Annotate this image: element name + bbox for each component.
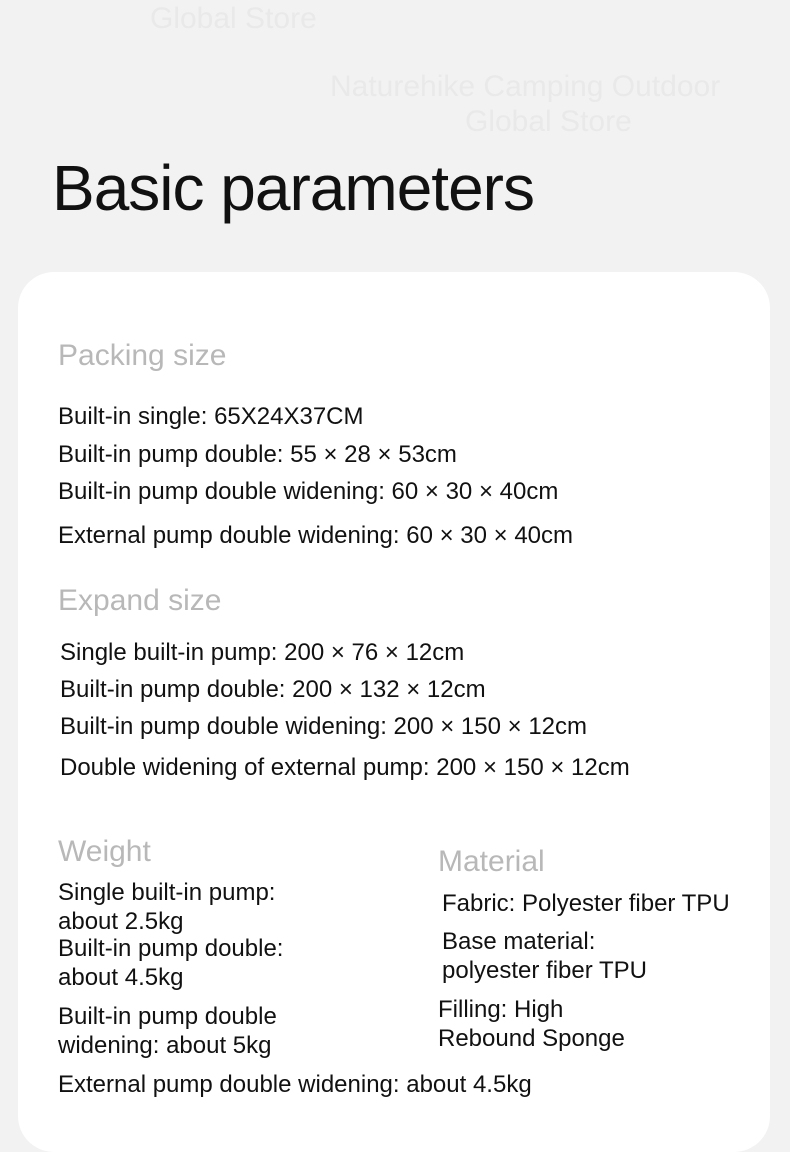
weight-item-line: widening: about 5kg — [58, 1032, 272, 1059]
weight-item-line: Single built-in pump: — [58, 879, 276, 906]
watermark-text: Naturehike Camping Outdoor — [330, 70, 721, 103]
material-item: Fabric: Polyester fiber TPU — [442, 890, 730, 917]
parameters-card — [18, 272, 770, 1152]
weight-item — [58, 1002, 277, 1060]
packing-size-item: External pump double widening: 60 × 30 × 40cm — [58, 522, 574, 549]
weight-item-line: Built-in pump double: — [58, 935, 284, 962]
expand-size-item: Single built-in pump: 200 × 76 × 12cm — [60, 639, 465, 666]
packing-size-item: Built-in single: 65X24X37CM — [58, 403, 364, 430]
expand-size-item: Built-in pump double: 200 × 132 × 12cm — [60, 676, 486, 703]
section-title-material: Material — [438, 845, 545, 878]
packing-size-item: Built-in pump double: 55 × 28 × 53cm — [58, 441, 457, 468]
expand-size-item: Built-in pump double widening: 200 × 150 × 12cm — [60, 713, 588, 740]
page-title: Basic parameters — [52, 152, 534, 224]
section-title-weight: Weight — [58, 835, 151, 868]
material-item-line: Base material: — [442, 928, 596, 955]
watermark-text: Global Store — [465, 105, 632, 138]
section-title-packing-size: Packing size — [58, 339, 227, 372]
weight-item-line: Built-in pump double — [58, 1003, 277, 1030]
material-item-line: Filling: High — [438, 996, 564, 1023]
material-item-line: Rebound Sponge — [438, 1025, 625, 1052]
material-item — [442, 927, 647, 985]
section-title-expand-size: Expand size — [58, 584, 222, 617]
expand-size-item: Double widening of external pump: 200 × 150 × 12cm — [60, 754, 630, 781]
watermark-text: Global Store — [150, 2, 317, 35]
weight-item-line: about 4.5kg — [58, 964, 184, 991]
weight-item — [58, 934, 283, 992]
packing-size-item: Built-in pump double widening: 60 × 30 × 40cm — [58, 478, 559, 505]
material-item — [438, 995, 625, 1053]
material-item-line: polyester fiber TPU — [442, 957, 647, 984]
weight-item-full: External pump double widening: about 4.5kg — [58, 1071, 532, 1098]
weight-item — [58, 878, 275, 936]
weight-item-line: about 2.5kg — [58, 908, 184, 935]
